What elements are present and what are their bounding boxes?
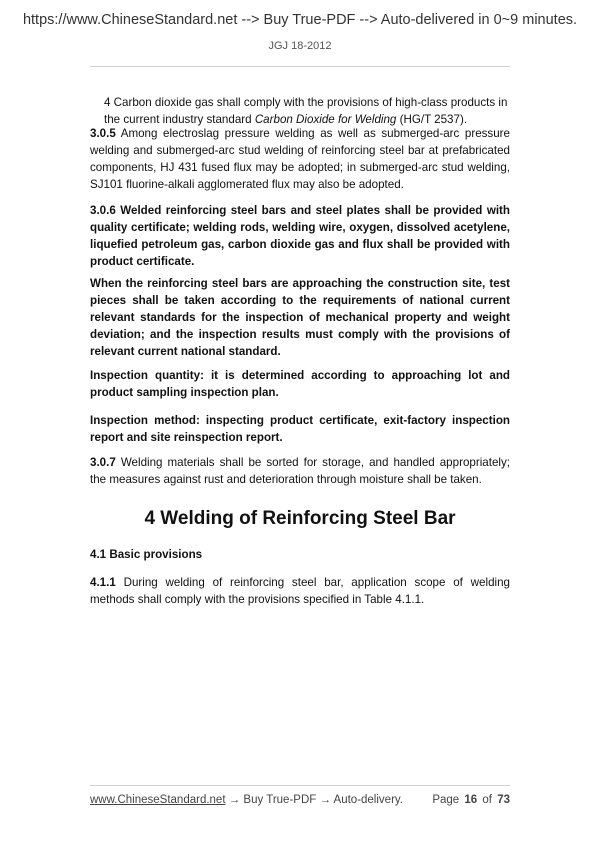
clause-number: 3.0.6	[90, 204, 116, 217]
clause-number: 3.0.5	[90, 127, 116, 140]
inspection-method: Inspection method: inspecting product certificate, exit-factory inspection report and site reinspection report.	[90, 414, 510, 444]
clause-text: Welding materials shall be sorted for storage, and handled appropriately; the measures against rust and deterioration through moisture shall be taken.	[90, 456, 510, 486]
clause-text: Welded reinforcing steel bars and steel plates shall be provided with quality certificate; welding rods, welding wire, oxygen, dissolved acetylene, liquefied petroleum gas, carbon dioxide gas and flux shall be provided with product certificate.	[90, 204, 510, 268]
clause-3-0-5	[90, 125, 510, 193]
clause-4-1-1	[90, 574, 510, 608]
total-pages: 73	[497, 794, 510, 806]
clause-3-0-6	[90, 202, 510, 270]
footer-promo	[90, 794, 403, 806]
chapter-heading: 4 Welding of Reinforcing Steel Bar	[144, 508, 456, 529]
inspection-requirement: When the reinforcing steel bars are approaching the construction site, test pieces shall be taken according to the requirements of national current relevant standards for the inspection of mechanical property and weight deviation; and the inspection results must comply with the provisions of relevant current national standard.	[90, 277, 510, 358]
clause-number: 4.1.1	[90, 576, 116, 589]
current-page: 16	[464, 794, 478, 806]
item-4-title: Carbon Dioxide for Welding	[254, 113, 397, 126]
page-label: Page	[432, 794, 460, 806]
page-number	[432, 794, 510, 806]
footer-link[interactable]: www.ChineseStandard.net	[90, 794, 226, 806]
footer-divider	[90, 785, 510, 786]
header-divider	[90, 66, 510, 67]
of-label: of	[482, 794, 492, 806]
header-banner: https://www.ChineseStandard.net --> Buy True-PDF --> Auto-delivered in 0~9 minutes.	[22, 12, 578, 28]
section-heading: 4.1 Basic provisions	[90, 548, 203, 561]
standard-code: JGJ 18-2012	[268, 40, 332, 52]
clause-text: Among electroslag pressure welding as well as submerged-arc pressure welding and submerged-arc stud welding of reinforcing steel bar at prefabricated components, HJ 431 fused flux may be adopted; in submerged-arc stud welding, SJ101 fluorine-alkali agglomerated flux may also be adopted.	[90, 127, 510, 191]
item-4-suffix: (HG/T 2537).	[396, 113, 468, 126]
clause-text: During welding of reinforcing steel bar, application scope of welding methods shall comply with the provisions specified in Table 4.1.1.	[90, 576, 510, 606]
footer-text: → Buy True-PDF → Auto-delivery.	[225, 794, 403, 806]
item-4-text: 4 Carbon dioxide gas shall comply with the provisions of high-class products in the current industry standard	[104, 96, 508, 126]
item-4	[104, 94, 510, 128]
clause-3-0-7	[90, 454, 510, 488]
inspection-quantity: Inspection quantity: it is determined according to approaching lot and product sampling inspection plan.	[90, 369, 510, 399]
clause-number: 3.0.7	[90, 456, 116, 469]
